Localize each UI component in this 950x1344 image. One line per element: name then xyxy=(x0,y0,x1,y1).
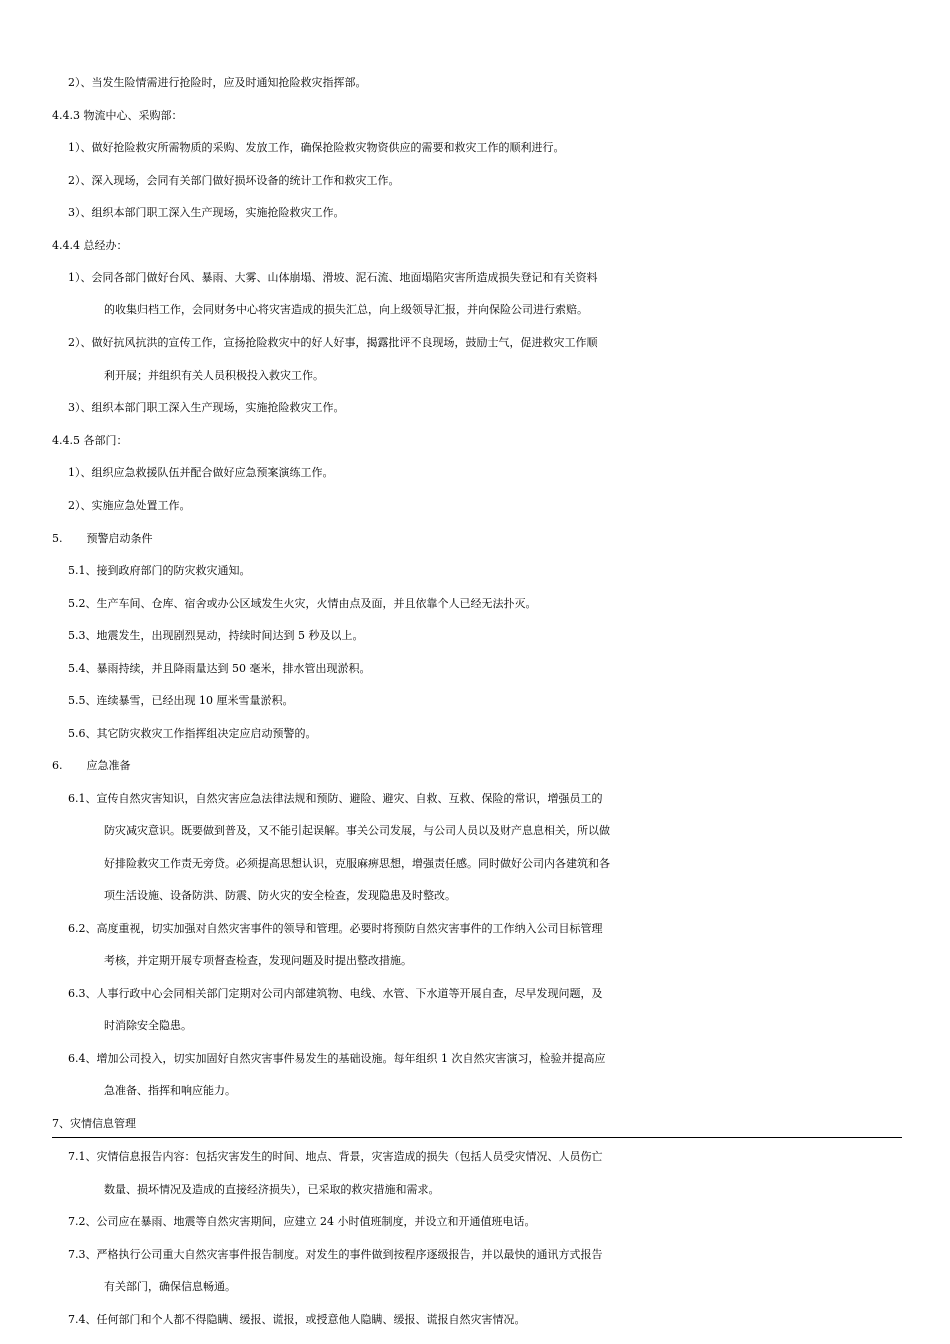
text-line: 2）、实施应急处置工作。 xyxy=(68,499,191,512)
text-line-continued: 数量、损坏情况及造成的直接经济损失），已采取的救灾措施和需求。 xyxy=(104,1183,440,1196)
text-line: 6.3、人事行政中心会同相关部门定期对公司内部建筑物、电线、水管、下水道等开展自查，尽早发现问题，及 xyxy=(68,987,603,1000)
text-line: 6.1、宣传自然灾害知识，自然灾害应急法律法规和预防、避险、避灾、自救、互救、保险的常识，增强员工的 xyxy=(68,792,603,805)
section-rule xyxy=(52,1137,902,1138)
text-line-continued: 利开展；并组织有关人员积极投入救灾工作。 xyxy=(104,369,324,382)
text-line: 1）、会同各部门做好台风、暴雨、大雾、山体崩塌、滑坡、泥石流、地面塌陷灾害所造成损失登记和有关资料 xyxy=(68,271,598,284)
text-line: 5.3、地震发生，出现剧烈晃动，持续时间达到 5 秒及以上。 xyxy=(68,629,364,642)
subsection-heading: 4.4.5 各部门： xyxy=(52,434,128,447)
text-line: 2）、当发生险情需进行抢险时，应及时通知抢险救灾指挥部。 xyxy=(68,76,367,89)
text-line-continued: 时消除安全隐患。 xyxy=(104,1019,192,1032)
text-line: 1）、组织应急救援队伍并配合做好应急预案演练工作。 xyxy=(68,466,334,479)
text-line: 5.5、连续暴雪，已经出现 10 厘米雪量淤积。 xyxy=(68,694,294,707)
text-line-continued: 考核，并定期开展专项督查检查，发现问题及时提出整改措施。 xyxy=(104,954,412,967)
text-line: 2）、做好抗风抗洪的宣传工作，宣扬抢险救灾中的好人好事，揭露批评不良现场，鼓励士气，促进救灾工作顺 xyxy=(68,336,598,349)
section-number: 6. xyxy=(52,759,63,772)
section-number: 5. xyxy=(52,532,63,545)
text-line: 7.2、公司应在暴雨、地震等自然灾害期间，应建立 24 小时值班制度，并设立和开通值班电话。 xyxy=(68,1215,536,1228)
text-line: 5.4、暴雨持续，并且降雨量达到 50 毫米，排水管出现淤积。 xyxy=(68,662,371,675)
text-line: 7.1、灾情信息报告内容：包括灾害发生的时间、地点、背景，灾害造成的损失（包括人员受灾情况、人员伤亡 xyxy=(68,1150,603,1163)
section-title: 应急准备 xyxy=(86,759,131,772)
text-line: 7.3、严格执行公司重大自然灾害事件报告制度。对发生的事件做到按程序逐级报告，并以最快的通讯方式报告 xyxy=(68,1248,603,1261)
text-line: 1）、做好抢险救灾所需物质的采购、发放工作，确保抢险救灾物资供应的需要和救灾工作的顺利进行。 xyxy=(68,141,565,154)
text-line: 6.2、高度重视，切实加强对自然灾害事件的领导和管理。必要时将预防自然灾害事件的工作纳入公司目标管理 xyxy=(68,922,603,935)
text-line: 2）、深入现场，会同有关部门做好损坏设备的统计工作和救灾工作。 xyxy=(68,174,400,187)
section-title: 预警启动条件 xyxy=(86,532,153,545)
subsection-heading: 4.4.3 物流中心、采购部： xyxy=(52,109,183,122)
text-line: 3）、组织本部门职工深入生产现场，实施抢险救灾工作。 xyxy=(68,401,345,414)
text-line-continued: 防灾减灾意识。既要做到普及，又不能引起误解。事关公司发展，与公司人员以及财产息息相关，所以做 xyxy=(104,824,610,837)
text-line: 3）、组织本部门职工深入生产现场，实施抢险救灾工作。 xyxy=(68,206,345,219)
section-heading xyxy=(52,756,950,776)
subsection-heading: 4.4.4 总经办： xyxy=(52,239,128,252)
text-line-continued: 项生活设施、设备防洪、防震、防火灾的安全检查，发现隐患及时整改。 xyxy=(104,889,456,902)
section-heading xyxy=(52,529,950,549)
text-line-continued: 好排险救灾工作责无旁贷。必须提高思想认识，克服麻痹思想，增强责任感。同时做好公司内各建筑和各 xyxy=(104,857,610,870)
text-line: 7.4、任何部门和个人都不得隐瞒、缓报、谎报，或授意他人隐瞒、缓报、谎报自然灾害情况。 xyxy=(68,1313,526,1326)
text-line: 5.1、接到政府部门的防灾救灾通知。 xyxy=(68,564,251,577)
text-line-continued: 的收集归档工作，会同财务中心将灾害造成的损失汇总，向上级领导汇报，并向保险公司进行索赔。 xyxy=(104,303,588,316)
section-heading: 7、灾情信息管理 xyxy=(52,1117,136,1130)
text-line-continued: 急准备、指挥和响应能力。 xyxy=(104,1084,236,1097)
text-line: 6.4、增加公司投入，切实加固好自然灾害事件易发生的基础设施。每年组织 1 次自然灾害演习，检验并提高应 xyxy=(68,1052,606,1065)
text-line: 5.2、生产车间、仓库、宿舍或办公区域发生火灾，火情由点及面，并且依靠个人已经无法扑灭。 xyxy=(68,597,537,610)
text-line-continued: 有关部门，确保信息畅通。 xyxy=(104,1280,236,1293)
text-line: 5.6、其它防灾救灾工作指挥组决定应启动预警的。 xyxy=(68,727,317,740)
